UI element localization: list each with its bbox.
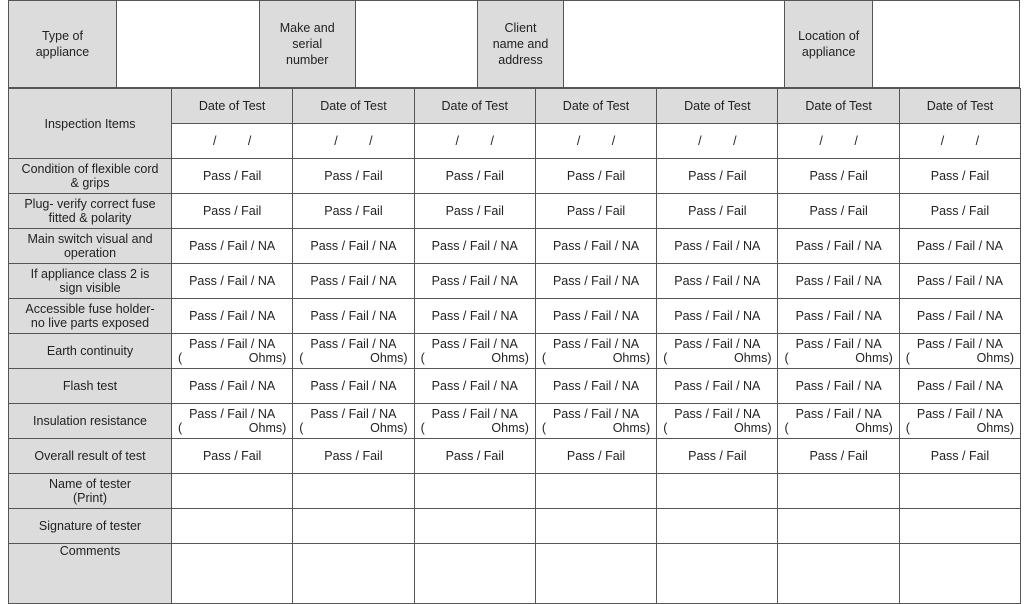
result-cell[interactable]: Pass / Fail	[899, 439, 1020, 474]
result-cell[interactable]: Pass / Fail	[899, 194, 1020, 229]
comments-field[interactable]	[293, 544, 414, 604]
date-of-test-field[interactable]	[899, 124, 1020, 159]
result-cell[interactable]: Pass / Fail / NA	[899, 264, 1020, 299]
pass-fail-na-text: Pass / Fail / NA	[795, 407, 882, 421]
result-cell[interactable]: Pass / Fail	[657, 159, 778, 194]
ohms-reading	[780, 351, 896, 365]
date-of-test-field[interactable]	[535, 124, 656, 159]
ohms-unit: Ohms)	[976, 421, 1015, 435]
pass-fail-na-text: Pass / Fail / NA	[916, 407, 1003, 421]
location-of-appliance-label: Location of appliance	[785, 1, 873, 88]
pass-fail-na-text: Pass / Fail / NA	[552, 407, 640, 421]
inspection-table	[8, 88, 1021, 604]
date-of-test-header: Date of Test	[778, 89, 899, 124]
result-cell[interactable]: Pass / Fail / NA	[657, 369, 778, 404]
ohms-unit: Ohms)	[612, 421, 651, 435]
result-cell[interactable]: Pass / Fail	[172, 159, 293, 194]
result-cell[interactable]	[293, 334, 414, 369]
ohms-reading	[659, 421, 775, 435]
comments-field[interactable]	[172, 544, 293, 604]
ohms-unit: Ohms)	[248, 421, 287, 435]
ohms-unit: Ohms)	[855, 351, 893, 365]
ohms-open: (	[663, 421, 668, 435]
pass-fail-na-text: Pass / Fail / NA	[431, 337, 518, 351]
date-of-test-field[interactable]	[657, 124, 778, 159]
ohms-reading	[295, 351, 411, 365]
result-cell[interactable]: Pass / Fail / NA	[778, 229, 899, 264]
comments-field[interactable]	[899, 544, 1020, 604]
result-cell[interactable]: Pass / Fail	[293, 194, 414, 229]
row-label-plug-fuse-polarity: Plug- verify correct fuse fitted & polarity	[9, 194, 172, 229]
ohms-open: (	[784, 351, 789, 365]
result-cell[interactable]	[657, 334, 778, 369]
pass-fail-na-text: Pass / Fail / NA	[431, 407, 518, 421]
date-of-test-header: Date of Test	[899, 89, 1020, 124]
location-of-appliance-field[interactable]	[873, 1, 1020, 88]
result-cell[interactable]: Pass / Fail	[657, 439, 778, 474]
result-cell[interactable]: Pass / Fail / NA	[778, 264, 899, 299]
result-cell[interactable]	[172, 334, 293, 369]
ohms-unit: Ohms)	[612, 351, 651, 365]
result-cell[interactable]: Pass / Fail / NA	[899, 369, 1020, 404]
result-cell[interactable]: Pass / Fail	[778, 439, 899, 474]
result-cell[interactable]: Pass / Fail / NA	[293, 299, 414, 334]
result-cell[interactable]	[899, 404, 1020, 439]
ohms-open: (	[663, 351, 668, 365]
row-label-earth-continuity: Earth continuity	[9, 334, 172, 369]
ohms-open: (	[420, 421, 425, 435]
result-cell[interactable]: Pass / Fail / NA	[172, 229, 293, 264]
name-of-tester-field[interactable]	[172, 474, 293, 509]
ohms-reading	[174, 351, 290, 365]
ohms-reading	[538, 421, 654, 435]
ohms-open: (	[905, 421, 910, 435]
ohms-reading	[417, 351, 533, 365]
result-cell[interactable]: Pass / Fail / NA	[899, 229, 1020, 264]
row-label-condition-flexible-cord: Condition of flexible cord & grips	[9, 159, 172, 194]
name-of-tester-field[interactable]	[657, 474, 778, 509]
result-cell[interactable]: Pass / Fail / NA	[657, 299, 778, 334]
result-cell[interactable]	[414, 404, 535, 439]
ohms-unit: Ohms)	[370, 351, 408, 365]
result-cell[interactable]: Pass / Fail / NA	[414, 299, 535, 334]
row-label-comments: Comments	[9, 544, 172, 604]
comments-field[interactable]	[414, 544, 535, 604]
row-label-overall-result: Overall result of test	[9, 439, 172, 474]
result-cell[interactable]: Pass / Fail / NA	[899, 299, 1020, 334]
result-cell[interactable]: Pass / Fail	[535, 194, 656, 229]
name-of-tester-field[interactable]	[293, 474, 414, 509]
result-cell[interactable]: Pass / Fail / NA	[293, 229, 414, 264]
result-cell[interactable]: Pass / Fail	[657, 194, 778, 229]
date-of-test-field[interactable]	[778, 124, 899, 159]
result-cell[interactable]: Pass / Fail / NA	[535, 299, 656, 334]
ohms-open: (	[541, 421, 547, 435]
result-cell[interactable]: Pass / Fail / NA	[657, 264, 778, 299]
ohms-reading	[780, 421, 896, 435]
signature-of-tester-field[interactable]	[778, 509, 899, 544]
ohms-reading	[902, 421, 1018, 435]
result-cell[interactable]: Pass / Fail	[535, 439, 656, 474]
result-cell[interactable]: Pass / Fail / NA	[535, 369, 656, 404]
signature-of-tester-field[interactable]	[899, 509, 1020, 544]
make-and-serial-field[interactable]	[356, 1, 478, 88]
result-cell[interactable]: Pass / Fail / NA	[535, 264, 656, 299]
pass-fail-na-text: Pass / Fail / NA	[795, 337, 882, 351]
result-cell[interactable]	[172, 404, 293, 439]
ohms-unit: Ohms)	[491, 421, 529, 435]
pass-fail-na-text: Pass / Fail / NA	[674, 407, 761, 421]
name-of-tester-field[interactable]	[778, 474, 899, 509]
ohms-open: (	[299, 351, 304, 365]
signature-of-tester-field[interactable]	[535, 509, 656, 544]
inspection-items-label: Inspection Items	[9, 89, 172, 159]
ohms-unit: Ohms)	[491, 351, 529, 365]
date-slashes: / /	[940, 134, 980, 148]
date-slashes: / /	[334, 134, 373, 148]
comments-field[interactable]	[657, 544, 778, 604]
result-cell[interactable]: Pass / Fail / NA	[657, 229, 778, 264]
result-cell[interactable]	[414, 334, 535, 369]
result-cell[interactable]: Pass / Fail	[778, 159, 899, 194]
row-label-signature-of-tester: Signature of tester	[9, 509, 172, 544]
date-of-test-field[interactable]	[293, 124, 414, 159]
result-cell[interactable]: Pass / Fail / NA	[414, 264, 535, 299]
ohms-open: (	[905, 351, 910, 365]
result-cell[interactable]: Pass / Fail / NA	[172, 369, 293, 404]
result-cell[interactable]: Pass / Fail	[899, 159, 1020, 194]
date-slashes: / /	[819, 134, 858, 148]
date-slashes: / /	[455, 134, 494, 148]
date-of-test-header: Date of Test	[293, 89, 414, 124]
ohms-reading	[295, 421, 411, 435]
result-cell[interactable]: Pass / Fail / NA	[778, 369, 899, 404]
date-of-test-header: Date of Test	[535, 89, 656, 124]
result-cell[interactable]: Pass / Fail	[535, 159, 656, 194]
ohms-reading	[417, 421, 533, 435]
signature-of-tester-field[interactable]	[657, 509, 778, 544]
result-cell[interactable]	[535, 334, 656, 369]
ohms-unit: Ohms)	[733, 351, 772, 365]
pass-fail-na-text: Pass / Fail / NA	[310, 407, 397, 421]
pass-fail-na-text: Pass / Fail / NA	[189, 407, 276, 421]
ohms-reading	[538, 351, 654, 365]
date-of-test-header: Date of Test	[172, 89, 293, 124]
pass-fail-na-text: Pass / Fail / NA	[310, 337, 397, 351]
date-of-test-header: Date of Test	[657, 89, 778, 124]
date-of-test-field[interactable]	[414, 124, 535, 159]
result-cell[interactable]	[657, 404, 778, 439]
result-cell[interactable]: Pass / Fail	[172, 194, 293, 229]
result-cell[interactable]: Pass / Fail / NA	[172, 264, 293, 299]
result-cell[interactable]: Pass / Fail / NA	[293, 369, 414, 404]
signature-of-tester-field[interactable]	[172, 509, 293, 544]
ohms-reading	[902, 351, 1018, 365]
name-of-tester-field[interactable]	[899, 474, 1020, 509]
result-cell[interactable]: Pass / Fail / NA	[535, 229, 656, 264]
result-cell[interactable]: Pass / Fail	[778, 194, 899, 229]
result-cell[interactable]: Pass / Fail / NA	[414, 229, 535, 264]
ohms-unit: Ohms)	[248, 351, 287, 365]
result-cell[interactable]	[293, 404, 414, 439]
ohms-open: (	[299, 421, 304, 435]
ohms-unit: Ohms)	[855, 421, 893, 435]
result-cell[interactable]	[535, 404, 656, 439]
ohms-open: (	[541, 351, 547, 365]
row-label-class2-sign: If appliance class 2 is sign visible	[9, 264, 172, 299]
type-of-appliance-field[interactable]	[117, 1, 260, 88]
date-slashes: / /	[698, 134, 737, 148]
date-slashes: / /	[576, 134, 616, 148]
result-cell[interactable]: Pass / Fail	[414, 159, 535, 194]
ohms-reading	[659, 351, 775, 365]
result-cell[interactable]	[899, 334, 1020, 369]
result-cell[interactable]	[778, 404, 899, 439]
row-label-insulation-resistance: Insulation resistance	[9, 404, 172, 439]
make-and-serial-label: Make and serial number	[260, 1, 356, 88]
row-label-flash-test: Flash test	[9, 369, 172, 404]
result-cell[interactable]	[778, 334, 899, 369]
appliance-header	[8, 0, 1020, 88]
ohms-open: (	[784, 421, 789, 435]
result-cell[interactable]: Pass / Fail / NA	[293, 264, 414, 299]
client-name-address-label: Client name and address	[478, 1, 565, 88]
result-cell[interactable]: Pass / Fail	[172, 439, 293, 474]
ohms-open: (	[178, 351, 183, 365]
result-cell[interactable]: Pass / Fail / NA	[172, 299, 293, 334]
pass-fail-na-text: Pass / Fail / NA	[916, 337, 1003, 351]
result-cell[interactable]: Pass / Fail	[293, 159, 414, 194]
row-label-main-switch: Main switch visual and operation	[9, 229, 172, 264]
row-label-name-of-tester: Name of tester (Print)	[9, 474, 172, 509]
pass-fail-na-text: Pass / Fail / NA	[552, 337, 640, 351]
type-of-appliance-label: Type of appliance	[9, 1, 117, 88]
signature-of-tester-field[interactable]	[414, 509, 535, 544]
name-of-tester-field[interactable]	[535, 474, 656, 509]
ohms-open: (	[178, 421, 183, 435]
ohms-open: (	[420, 351, 425, 365]
result-cell[interactable]: Pass / Fail	[414, 194, 535, 229]
comments-field[interactable]	[778, 544, 899, 604]
result-cell[interactable]: Pass / Fail	[414, 439, 535, 474]
result-cell[interactable]: Pass / Fail / NA	[778, 299, 899, 334]
date-of-test-header: Date of Test	[414, 89, 535, 124]
date-slashes: / /	[212, 134, 252, 148]
ohms-unit: Ohms)	[370, 421, 408, 435]
client-name-address-field[interactable]	[564, 1, 785, 88]
ohms-unit: Ohms)	[976, 351, 1015, 365]
pass-fail-na-text: Pass / Fail / NA	[189, 337, 276, 351]
date-of-test-field[interactable]	[172, 124, 293, 159]
signature-of-tester-field[interactable]	[293, 509, 414, 544]
ohms-unit: Ohms)	[733, 421, 772, 435]
name-of-tester-field[interactable]	[414, 474, 535, 509]
result-cell[interactable]: Pass / Fail	[293, 439, 414, 474]
row-label-accessible-fuse-holder: Accessible fuse holder- no live parts exposed	[9, 299, 172, 334]
comments-field[interactable]	[535, 544, 656, 604]
pass-fail-na-text: Pass / Fail / NA	[674, 337, 761, 351]
ohms-reading	[174, 421, 290, 435]
result-cell[interactable]: Pass / Fail / NA	[414, 369, 535, 404]
